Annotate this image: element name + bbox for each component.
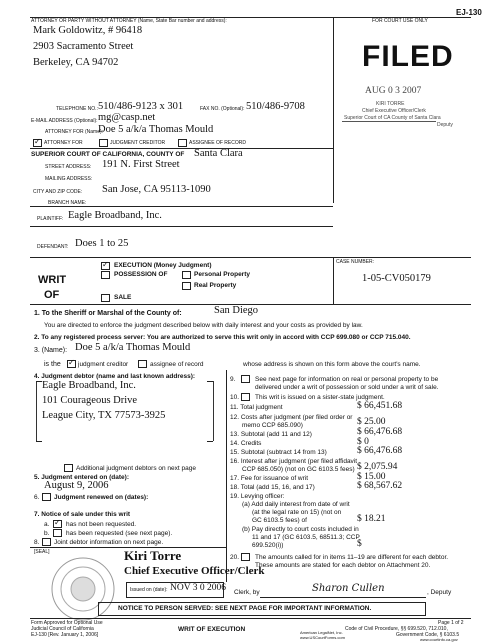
attorney-for-cb-label: ATTORNEY FOR bbox=[44, 140, 83, 146]
item3-name: Doe 5 a/k/a Thomas Mould bbox=[75, 342, 191, 353]
item7b-text: has been requested (see next page). bbox=[66, 530, 173, 537]
city-label: CITY AND ZIP CODE: bbox=[33, 189, 83, 195]
fax-label: FAX NO. (Optional): bbox=[200, 106, 245, 112]
item3-is: is the bbox=[44, 361, 61, 368]
page-number: Page 1 of 2 bbox=[438, 620, 464, 626]
item2-text: 2. To any registered process server: You are authorized to serve this writ only in accord with CCP 699.080 or CCP 715.040. bbox=[34, 334, 411, 341]
item10-checkbox[interactable] bbox=[241, 393, 250, 401]
item19b-text2: 11 and 17 (GC 6103.5, 68511.3; CCP bbox=[252, 534, 360, 541]
item20-text2: These amounts are stated for each debtor on Attachment 20. bbox=[255, 562, 431, 569]
real-property-checkbox[interactable] bbox=[182, 282, 191, 290]
stamp-clerk-name: KIRI TORRE bbox=[376, 101, 405, 107]
item6-number: 6. bbox=[34, 494, 40, 501]
deputy-signature: Sharon Cullen bbox=[312, 583, 385, 594]
item18-label: 18. Total (add 15, 16, and 17) bbox=[230, 484, 315, 491]
possession-label: POSSESSION OF bbox=[114, 271, 168, 278]
possession-checkbox[interactable] bbox=[101, 271, 110, 279]
assignee-checkbox[interactable] bbox=[178, 139, 187, 147]
item4-label: 4. Judgment debtor (name and last known address): bbox=[34, 373, 196, 380]
seal-label: [SEAL] bbox=[34, 549, 50, 555]
attorney-for-checkbox[interactable] bbox=[33, 139, 42, 147]
execution-label: EXECUTION (Money Judgment) bbox=[114, 262, 212, 269]
item6-text: Judgment renewed on (dates): bbox=[54, 494, 149, 501]
court-use-label: FOR COURT USE ONLY bbox=[372, 18, 428, 24]
deputy-label: , Deputy bbox=[427, 589, 452, 596]
joint-debtor-checkbox[interactable] bbox=[42, 538, 51, 546]
footer-brand2: www.USCourtForms.com bbox=[300, 635, 345, 640]
attorney-address1: 2903 Sacramento Street bbox=[33, 41, 134, 52]
plaintiff-value: Eagle Broadband, Inc. bbox=[68, 210, 162, 221]
renewed-checkbox[interactable] bbox=[42, 493, 51, 501]
item19b-text3: 699.520(i)) bbox=[252, 542, 284, 549]
item17-label: 17. Fee for issuance of writ bbox=[230, 475, 309, 482]
item14-amount: $ 0 bbox=[357, 437, 369, 447]
court-street: 191 N. First Street bbox=[102, 159, 180, 170]
footer-right3: www.courtinfo.ca.gov bbox=[420, 637, 458, 642]
debtor-address1: 101 Courageous Drive bbox=[42, 395, 138, 406]
sale-requested-checkbox[interactable] bbox=[53, 529, 62, 537]
fax-value: 510/486-9708 bbox=[246, 101, 305, 112]
court-label: SUPERIOR COURT OF CALIFORNIA, COUNTY OF bbox=[31, 151, 185, 158]
sale-checkbox[interactable] bbox=[101, 294, 110, 302]
personal-property-label: Personal Property bbox=[194, 271, 250, 278]
item13-amount: $ 66,476.68 bbox=[357, 427, 403, 437]
judgment-date: August 9, 2006 bbox=[44, 480, 109, 491]
case-number-label: CASE NUMBER: bbox=[336, 259, 375, 265]
item5-label: 5. Judgment entered on (date): bbox=[34, 474, 129, 481]
item15-amount: $ 66,476.68 bbox=[357, 446, 403, 456]
stamp-clerk-title: Chief Executive Officer/Clerk bbox=[362, 108, 426, 114]
attorney-address2: Berkeley, CA 94702 bbox=[33, 57, 119, 68]
item20-checkbox[interactable] bbox=[241, 553, 250, 561]
item16-label-a: 16. Interest after judgment (per filed affidavit bbox=[230, 458, 358, 465]
attorney-label: ATTORNEY OR PARTY WITHOUT ATTORNEY (Name, State Bar number and address): bbox=[31, 18, 227, 24]
footer-brand1: American LegalNet, Inc. bbox=[300, 630, 343, 635]
defendant-label: DEFENDANT: bbox=[37, 244, 69, 250]
branch-label: BRANCH NAME: bbox=[48, 200, 87, 206]
item8-text: Joint debtor information on next page. bbox=[54, 539, 164, 546]
item10-number: 10. bbox=[230, 394, 240, 401]
footer-right2: Government Code, § 6103.5 bbox=[396, 632, 460, 638]
footer-left3: EJ-130 [Rev. January 1, 2006] bbox=[31, 632, 99, 638]
item7a-text: has not been requested. bbox=[66, 521, 137, 528]
additional-debtors-checkbox[interactable] bbox=[64, 464, 73, 472]
court-city: San Jose, CA 95113-1090 bbox=[102, 184, 211, 195]
footer-right1: Code of Civil Procedure, §§ 699.520, 712.010, bbox=[345, 626, 448, 632]
item7a-letter: a. bbox=[44, 521, 50, 528]
item7-label: 7. Notice of sale under this writ bbox=[34, 511, 131, 518]
filed-stamp: FILED bbox=[362, 40, 454, 73]
item10-text: This writ is issued on a sister-state judgment. bbox=[255, 394, 385, 401]
item12-label-a: 12. Costs after judgment (per filed order or bbox=[230, 414, 353, 421]
item3-jc-label: judgment creditor bbox=[78, 361, 129, 368]
clerk-by-label: Clerk, by bbox=[234, 589, 260, 596]
telephone-label: TELEPHONE NO.: bbox=[56, 106, 98, 112]
item1-label: 1. To the Sheriff or Marshal of the County of: bbox=[34, 310, 182, 317]
plaintiff-label: PLAINTIFF: bbox=[37, 216, 64, 222]
additional-debtors-label: Additional judgment debtors on next page bbox=[76, 465, 196, 472]
item18-amount: $ 68,567.62 bbox=[357, 481, 403, 491]
item19b-text1: (b) Pay directly to court costs included in bbox=[242, 526, 359, 533]
email-value: mg@casp.net bbox=[98, 112, 156, 123]
item19a-amount: $ 18.21 bbox=[357, 514, 386, 524]
item3-jc-checkbox[interactable] bbox=[67, 360, 76, 368]
notice-text: NOTICE TO PERSON SERVED: SEE NEXT PAGE FOR IMPORTANT INFORMATION. bbox=[118, 605, 372, 612]
item9-checkbox[interactable] bbox=[241, 375, 250, 383]
issued-date: NOV 3 0 2006 bbox=[170, 583, 227, 593]
court-county: Santa Clara bbox=[194, 148, 243, 159]
case-number: 1-05-CV050179 bbox=[362, 273, 431, 284]
item9-number: 9. bbox=[230, 376, 236, 383]
filed-date: AUG 0 3 2007 bbox=[365, 86, 422, 96]
clerk-signature-title: Chief Executive Officer/Clerk bbox=[124, 565, 265, 577]
form-id: EJ-130 bbox=[456, 8, 482, 17]
personal-property-checkbox[interactable] bbox=[182, 271, 191, 279]
execution-checkbox[interactable] bbox=[101, 262, 110, 270]
item13-label: 13. Subtotal (add 11 and 12) bbox=[230, 431, 312, 438]
stamp-deputy: Deputy bbox=[437, 122, 453, 128]
item14-label: 14. Credits bbox=[230, 440, 262, 447]
sale-label: SALE bbox=[114, 294, 132, 301]
item1-county: San Diego bbox=[214, 305, 259, 316]
attorney-for-value: Doe 5 a/k/a Thomas Mould bbox=[98, 124, 214, 135]
attorney-for-label: ATTORNEY FOR (Name): bbox=[45, 129, 104, 135]
clerk-signature-name: Kiri Torre bbox=[124, 548, 182, 563]
item19a-text2: (at the legal rate on 15) (not on bbox=[252, 509, 342, 516]
stamp-court: Superior Court of CA County of Santa Clara bbox=[344, 115, 441, 121]
mailing-label: MAILING ADDRESS: bbox=[45, 176, 93, 182]
item12-label-b: memo CCP 685.090) bbox=[242, 422, 303, 429]
item16-amount: $ 2,075.94 bbox=[357, 462, 398, 472]
item11-label: 11. Total judgment bbox=[230, 404, 283, 411]
issued-label: Issued on (date): bbox=[130, 587, 168, 593]
judgment-creditor-checkbox[interactable] bbox=[99, 139, 108, 147]
telephone-value: 510/486-9123 x 301 bbox=[98, 101, 184, 112]
debtor-name: Eagle Broadband, Inc. bbox=[42, 380, 136, 391]
item15-label: 15. Subtotal (subtract 14 from 13) bbox=[230, 449, 327, 456]
item19-label: 19. Levying officer: bbox=[230, 493, 285, 500]
item1-text: You are directed to enforce the judgment described below with daily interest and your costs as provided by law. bbox=[44, 322, 363, 329]
item7b-letter: b. bbox=[44, 530, 50, 537]
item12-amount: $ 25.00 bbox=[357, 417, 386, 427]
item17-amount: $ 15.00 bbox=[357, 472, 386, 482]
footer-title: WRIT OF EXECUTION bbox=[178, 626, 246, 633]
real-property-label: Real Property bbox=[194, 282, 237, 289]
item19a-text1: (a) Add daily interest from date of writ bbox=[242, 501, 350, 508]
item3-assignee-checkbox[interactable] bbox=[138, 360, 147, 368]
footer-left2: Judicial Council of California bbox=[31, 626, 94, 632]
sale-not-requested-checkbox[interactable] bbox=[53, 520, 62, 528]
item3-tail: whose address is shown on this form above the court's name. bbox=[243, 361, 421, 368]
debtor-address2: League City, TX 77573-3925 bbox=[42, 410, 166, 421]
assignee-cb-label: ASSIGNEE OF RECORD bbox=[189, 140, 246, 146]
street-label: STREET ADDRESS: bbox=[45, 164, 92, 170]
item16-label-b: CCP 685.050) (not on GC 6103.5 fees) bbox=[242, 466, 355, 473]
item9-text2: delivered under a writ of possession or sold under a writ of sale. bbox=[255, 384, 439, 391]
item20-number: 20. bbox=[230, 554, 240, 561]
item3-label: 3. (Name): bbox=[34, 347, 68, 354]
footer-left1: Form Approved for Optional Use bbox=[31, 620, 103, 626]
item8-number: 8. bbox=[34, 539, 40, 546]
item11-amount: $ 66,451.68 bbox=[357, 401, 403, 411]
defendant-value: Does 1 to 25 bbox=[75, 238, 129, 249]
attorney-name: Mark Goldowitz, # 96418 bbox=[33, 25, 143, 36]
item3-assignee-label: assignee of record bbox=[150, 361, 204, 368]
item19a-text3: GC 6103.5 fees) of bbox=[252, 517, 307, 524]
item19b-amount: $ bbox=[357, 539, 362, 549]
writ-of: OF bbox=[44, 289, 60, 301]
writ-title: WRIT bbox=[38, 274, 67, 286]
email-label: E-MAIL ADDRESS (Optional): bbox=[31, 118, 98, 124]
item9-text1: See next page for information on real or personal property to be bbox=[255, 376, 439, 383]
judgment-creditor-cb-label: JUDGMENT CREDITOR bbox=[110, 140, 166, 146]
item20-text1: The amounts called for in items 11–19 are different for each debtor. bbox=[255, 554, 449, 561]
